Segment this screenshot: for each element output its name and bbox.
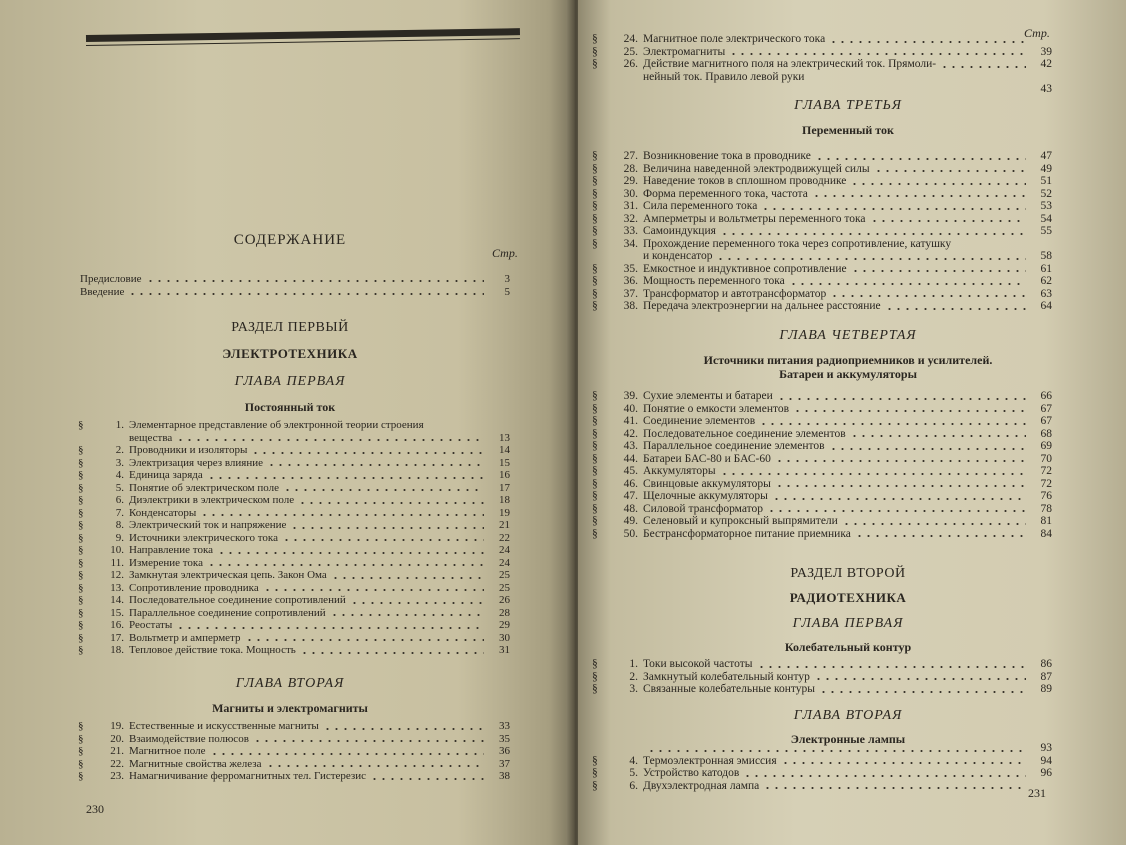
chapter-label: ГЛАВА ПЕРВАЯ (792, 616, 904, 631)
chapter1-list (78, 419, 510, 657)
chapter-title: Постоянный ток (244, 400, 336, 414)
toc-row: § 36. Мощность переменного тока 62 (592, 275, 1052, 287)
toc-row: § 28. Величина наведенной электродвижущей силы 49 (592, 162, 1052, 175)
chapter-label: ГЛАВА ЧЕТВЕРТАЯ (779, 328, 917, 343)
toc-row: § 3. Связанные колебательные контуры 89 (592, 683, 1052, 695)
toc-row: § 1. Токи высокой частоты 86 (592, 658, 1052, 670)
toc-row: § 31. Сила переменного тока 53 (592, 200, 1052, 212)
continued-list (592, 33, 1052, 96)
toc-row: § 2. Замкнутый колебательный контур 87 (592, 670, 1052, 683)
toc-row: § 32. Амперметры и вольтметры переменного тока 54 (592, 212, 1052, 225)
chapter1-items (78, 444, 510, 657)
chapter-title: Переменный ток (802, 123, 894, 137)
front-matter-list (80, 272, 510, 298)
toc-row: § 9. Источники электрического тока 22 (78, 531, 510, 544)
toc-row: § 3. Электризация через влияние 15 (78, 456, 510, 469)
toc-row: Введение 5 (80, 285, 510, 298)
chapter5-list (592, 658, 1052, 696)
toc-row: § 11. Измерение тока 24 (78, 556, 510, 569)
chapter-title-line2: Батареи и аккумуляторы (779, 367, 917, 381)
page-number: 231 (1028, 786, 1046, 800)
chapter-title: Колебательный контур (784, 640, 912, 654)
toc-row: § 40. Понятие о емкости элементов 67 (592, 402, 1052, 415)
toc-row: 93 (592, 742, 1052, 755)
toc-row: § 22. Магнитные свойства железа 37 (78, 757, 510, 770)
chapter-title: Магниты и электромагниты (212, 701, 368, 715)
chapter-label: ГЛАВА ТРЕТЬЯ (794, 98, 902, 113)
toc-row: 43 (1040, 83, 1052, 95)
chapter-label: ГЛАВА ВТОРАЯ (793, 708, 903, 723)
toc-row: § 48. Силовой трансформатор 78 (592, 502, 1052, 515)
part-title: ЭЛЕКТРОТЕХНИКА (222, 346, 358, 361)
chapter-title-line1: Источники питания радиоприемников и усилителей. (703, 353, 993, 367)
right-page (578, 0, 1126, 845)
toc-row: § 30. Форма переменного тока, частота 52 (592, 187, 1052, 200)
chapter-label: ГЛАВА ПЕРВАЯ (234, 374, 346, 389)
toc-row: § 1. Элементарное представление об электронной теории строения (78, 419, 424, 431)
page-column-label: Стр. (1024, 26, 1050, 40)
toc-row: § 16. Реостаты 29 (78, 619, 510, 631)
part-label: РАЗДЕЛ ВТОРОЙ (790, 566, 906, 581)
toc-row: § 4. Термоэлектронная эмиссия 94 (592, 754, 1052, 767)
toc-row: § 13. Сопротивление проводника 25 (78, 581, 510, 594)
toc-row: § 5. Устройство катодов 96 (592, 767, 1052, 779)
toc-row: § 23. Намагничивание ферромагнитных тел. Гистерезис 38 (78, 770, 510, 782)
toc-row: § 8. Электрический ток и напряжение 21 (78, 519, 510, 531)
toc-row: и конденсатор 58 (643, 250, 1052, 262)
toc-row: § 6. Двухэлектродная лампа (592, 780, 1052, 793)
toc-row: § 7. Конденсаторы 19 (78, 506, 510, 519)
contents-heading: СОДЕРЖАНИЕ (233, 232, 347, 248)
toc-row: § 20. Взаимодействие полюсов 35 (78, 732, 510, 745)
part-label: РАЗДЕЛ ПЕРВЫЙ (231, 320, 349, 335)
toc-row: § 47. Щелочные аккумуляторы 76 (592, 490, 1052, 502)
toc-row: § 29. Наведение токов в сплошном проводнике 51 (592, 175, 1052, 187)
toc-row: Предисловие 3 (80, 272, 510, 285)
toc-row: § 37. Трансформатор и автотрансформатор 63 (592, 287, 1052, 300)
toc-row: § 34. Прохождение переменного тока через сопротивление, катушку (592, 237, 952, 250)
toc-row: нейный ток. Правило левой руки (643, 70, 805, 83)
toc-row: § 27. Возникновение тока в проводнике 47 (592, 150, 1052, 162)
toc-row: § 10. Направление тока 24 (78, 544, 510, 556)
toc-row: § 15. Параллельное соединение сопротивлений 28 (78, 606, 510, 619)
toc-row: § 14. Последовательное соединение сопротивлений 26 (78, 594, 510, 606)
toc-row: § 19. Естественные и искусственные магниты 33 (78, 720, 510, 732)
toc-row: § 45. Аккумуляторы 72 (592, 465, 1052, 477)
toc-row: § 17. Вольтметр и амперметр 30 (78, 631, 510, 644)
toc-row: § 43. Параллельное соединение элементов 69 (592, 440, 1052, 452)
chapter4-list (592, 390, 1052, 540)
toc-row: § 44. Батареи БАС-80 и БАС-60 70 (592, 452, 1052, 465)
toc-row: § 25. Электромагниты 39 (592, 45, 1052, 58)
chapter3-list (592, 150, 1052, 313)
toc-row: § 5. Понятие об электрическом поле 17 (78, 481, 510, 494)
toc-row: § 21. Магнитное поле 36 (78, 745, 510, 757)
chapter6-list (592, 742, 1052, 792)
toc-row: § 39. Сухие элементы и батареи 66 (592, 390, 1052, 402)
toc-row: § 18. Тепловое действие тока. Мощность 31 (78, 644, 510, 656)
toc-row: § 33. Самоиндукция 55 (592, 225, 1052, 237)
chapter2-list (78, 720, 510, 783)
page-column-label: Стр. (492, 246, 518, 260)
toc-row: § 6. Диэлектрики в электрическом поле 18 (78, 494, 510, 506)
toc-row: § 46. Свинцовые аккумуляторы 72 (592, 477, 1052, 490)
toc-row: § 24. Магнитное поле электрического тока (592, 33, 1052, 46)
toc-row: § 35. Емкостное и индуктивное сопротивление 61 (592, 262, 1052, 275)
toc-row: § 2. Проводники и изоляторы 14 (78, 444, 510, 456)
page-number: 230 (86, 802, 104, 816)
toc-row: § 4. Единица заряда 16 (78, 469, 510, 481)
chapter-label: ГЛАВА ВТОРАЯ (235, 676, 345, 691)
toc-row: § 26. Действие магнитного поля на электрический ток. Прямоли- 42 (592, 58, 1052, 70)
toc-row: § 42. Последовательное соединение элементов 68 (592, 427, 1052, 440)
toc-row: вещества 13 (129, 431, 510, 444)
toc-row: § 49. Селеновый и купроксный выпрямители 81 (592, 515, 1052, 527)
toc-row: § 38. Передача электроэнергии на дальнее расстояние 64 (592, 300, 1052, 312)
chapter-title: Электронные лампы (790, 732, 906, 746)
toc-row: § 50. Бестрансформаторное питание приемника 84 (592, 527, 1052, 540)
toc-row: § 41. Соединение элементов 67 (592, 415, 1052, 427)
part-title: РАДИОТЕХНИКА (789, 590, 907, 605)
toc-row: § 12. Замкнутая электрическая цепь. Закон Ома 25 (78, 569, 510, 581)
